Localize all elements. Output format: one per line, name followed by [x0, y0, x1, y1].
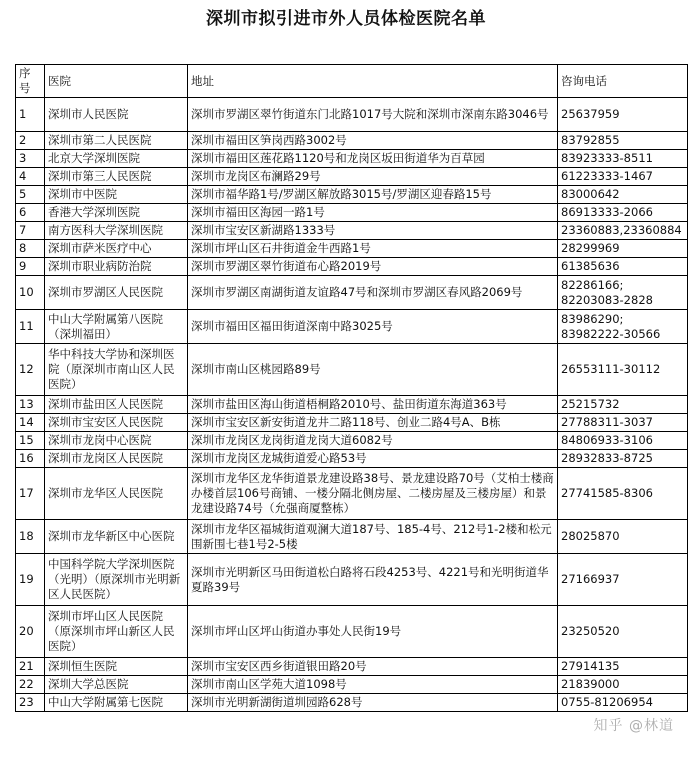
cell-phone: 82286166; 82203083-2828 [558, 276, 688, 310]
cell-no: 9 [16, 258, 45, 276]
cell-no: 7 [16, 222, 45, 240]
cell-phone: 61223333-1467 [558, 168, 688, 186]
cell-no: 22 [16, 676, 45, 694]
cell-hospital: 中山大学附属第七医院 [45, 694, 188, 712]
cell-phone: 83792855 [558, 132, 688, 150]
cell-phone: 26553111-30112 [558, 344, 688, 396]
cell-phone: 83986290; 83982222-30566 [558, 310, 688, 344]
cell-hospital: 深圳市第二人民医院 [45, 132, 188, 150]
watermark: 知乎 @林道 [593, 718, 674, 734]
table-row [16, 658, 688, 676]
table-row [16, 520, 688, 554]
cell-hospital: 南方医科大学深圳医院 [45, 222, 188, 240]
cell-no: 8 [16, 240, 45, 258]
cell-address: 深圳市光明新区马田街道松白路将石段4253号、4221号和光明街道华夏路39号 [188, 554, 558, 606]
table-row [16, 98, 688, 132]
table-row [16, 450, 688, 468]
cell-no: 10 [16, 276, 45, 310]
cell-phone: 61385636 [558, 258, 688, 276]
table-row [16, 606, 688, 658]
cell-no: 20 [16, 606, 45, 658]
cell-hospital: 深圳市中医院 [45, 186, 188, 204]
table-row [16, 186, 688, 204]
cell-address: 深圳市宝安区西乡街道银田路20号 [188, 658, 558, 676]
cell-address: 深圳市南山区学苑大道1098号 [188, 676, 558, 694]
table-row [16, 168, 688, 186]
cell-address: 深圳市罗湖区翠竹街道布心路2019号 [188, 258, 558, 276]
cell-no: 11 [16, 310, 45, 344]
cell-hospital: 深圳市龙华区人民医院 [45, 468, 188, 520]
table-row [16, 676, 688, 694]
table-row [16, 432, 688, 450]
cell-hospital: 深圳市龙岗区人民医院 [45, 450, 188, 468]
cell-no: 2 [16, 132, 45, 150]
cell-hospital: 深圳大学总医院 [45, 676, 188, 694]
cell-no: 14 [16, 414, 45, 432]
cell-address: 深圳市光明新湖街道圳园路628号 [188, 694, 558, 712]
cell-address: 深圳市福田区莲花路1120号和龙岗区坂田街道华为百草园 [188, 150, 558, 168]
cell-address: 深圳市罗湖区翠竹街道东门北路1017号大院和深圳市深南东路3046号 [188, 98, 558, 132]
cell-address: 深圳市坪山区坪山街道办事处人民街19号 [188, 606, 558, 658]
cell-phone: 28025870 [558, 520, 688, 554]
cell-hospital: 中山大学附属第八医院（深圳福田） [45, 310, 188, 344]
table-row [16, 132, 688, 150]
cell-address: 深圳市福田区笋岗西路3002号 [188, 132, 558, 150]
cell-address: 深圳市龙岗区布澜路29号 [188, 168, 558, 186]
cell-phone: 83923333-8511 [558, 150, 688, 168]
cell-no: 12 [16, 344, 45, 396]
cell-hospital: 深圳市龙华新区中心医院 [45, 520, 188, 554]
cell-address: 深圳市福华路1号/罗湖区解放路3015号/罗湖区迎春路15号 [188, 186, 558, 204]
table-row [16, 258, 688, 276]
page-title: 深圳市拟引进市外人员体检医院名单 [206, 9, 486, 29]
cell-no: 5 [16, 186, 45, 204]
cell-phone: 27166937 [558, 554, 688, 606]
cell-phone: 27741585-8306 [558, 468, 688, 520]
cell-phone: 0755-81206954 [558, 694, 688, 712]
cell-phone: 23360883,23360884 [558, 222, 688, 240]
cell-address: 深圳市盐田区海山街道梧桐路2010号、盐田街道东海道363号 [188, 396, 558, 414]
cell-phone: 23250520 [558, 606, 688, 658]
cell-hospital: 深圳市坪山区人民医院（原深圳市坪山新区人民医院） [45, 606, 188, 658]
table-row [16, 554, 688, 606]
cell-no: 23 [16, 694, 45, 712]
cell-phone: 27788311-3037 [558, 414, 688, 432]
cell-phone: 28932833-8725 [558, 450, 688, 468]
cell-phone: 83000642 [558, 186, 688, 204]
cell-phone: 84806933-3106 [558, 432, 688, 450]
cell-address: 深圳市宝安区新安街道龙井二路118号、创业二路4号A、B栋 [188, 414, 558, 432]
cell-no: 17 [16, 468, 45, 520]
cell-hospital: 深圳市人民医院 [45, 98, 188, 132]
cell-phone: 86913333-2066 [558, 204, 688, 222]
cell-address: 深圳市罗湖区南湖街道友谊路47号和深圳市罗湖区春风路2069号 [188, 276, 558, 310]
cell-address: 深圳市宝安区新湖路1333号 [188, 222, 558, 240]
cell-address: 深圳市龙华区龙华街道景龙建设路38号、景龙建设路70号（艾柏士楼商办楼首层106号商铺、一楼分隔北侧房屋、二楼房屋及三楼房屋）和景龙建设路74号（允强商厦整栋） [188, 468, 558, 520]
cell-no: 3 [16, 150, 45, 168]
table-row [16, 150, 688, 168]
cell-hospital: 深圳恒生医院 [45, 658, 188, 676]
table-header-row [16, 65, 688, 98]
cell-hospital: 深圳市罗湖区人民医院 [45, 276, 188, 310]
cell-hospital: 深圳市职业病防治院 [45, 258, 188, 276]
cell-address: 深圳市龙岗区龙岗街道龙岗大道6082号 [188, 432, 558, 450]
cell-hospital: 香港大学深圳医院 [45, 204, 188, 222]
hospital-table [15, 64, 688, 712]
table-row [16, 276, 688, 310]
table-row [16, 310, 688, 344]
cell-hospital: 深圳市第三人民医院 [45, 168, 188, 186]
cell-address: 深圳市福田区福田街道深南中路3025号 [188, 310, 558, 344]
table-row [16, 396, 688, 414]
table-row [16, 204, 688, 222]
cell-no: 13 [16, 396, 45, 414]
header-no: 序号 [16, 65, 45, 98]
cell-no: 21 [16, 658, 45, 676]
cell-no: 18 [16, 520, 45, 554]
cell-hospital: 北京大学深圳医院 [45, 150, 188, 168]
cell-hospital: 深圳市龙岗中心医院 [45, 432, 188, 450]
cell-hospital: 华中科技大学协和深圳医院（原深圳市南山区人民医院） [45, 344, 188, 396]
cell-address: 深圳市龙岗区龙城街道爱心路53号 [188, 450, 558, 468]
table-row [16, 414, 688, 432]
cell-no: 15 [16, 432, 45, 450]
cell-no: 16 [16, 450, 45, 468]
header-address: 地址 [188, 65, 558, 98]
cell-no: 19 [16, 554, 45, 606]
cell-no: 1 [16, 98, 45, 132]
table-row [16, 222, 688, 240]
cell-no: 4 [16, 168, 45, 186]
table-row [16, 344, 688, 396]
cell-address: 深圳市龙华区福城街道观澜大道187号、185-4号、212号1-2楼和松元围新围七巷1号2-5楼 [188, 520, 558, 554]
cell-phone: 27914135 [558, 658, 688, 676]
cell-address: 深圳市南山区桃园路89号 [188, 344, 558, 396]
table-row [16, 468, 688, 520]
cell-phone: 25637959 [558, 98, 688, 132]
cell-address: 深圳市坪山区石井街道金牛西路1号 [188, 240, 558, 258]
cell-hospital: 深圳市盐田区人民医院 [45, 396, 188, 414]
cell-phone: 21839000 [558, 676, 688, 694]
cell-hospital: 深圳市宝安区人民医院 [45, 414, 188, 432]
table-row [16, 694, 688, 712]
cell-address: 深圳市福田区海园一路1号 [188, 204, 558, 222]
header-phone: 咨询电话 [558, 65, 688, 98]
cell-no: 6 [16, 204, 45, 222]
table-row [16, 240, 688, 258]
cell-phone: 25215732 [558, 396, 688, 414]
header-hospital: 医院 [45, 65, 188, 98]
cell-hospital: 中国科学院大学深圳医院（光明）（原深圳市光明新区人民医院） [45, 554, 188, 606]
cell-hospital: 深圳市萨米医疗中心 [45, 240, 188, 258]
cell-phone: 28299969 [558, 240, 688, 258]
